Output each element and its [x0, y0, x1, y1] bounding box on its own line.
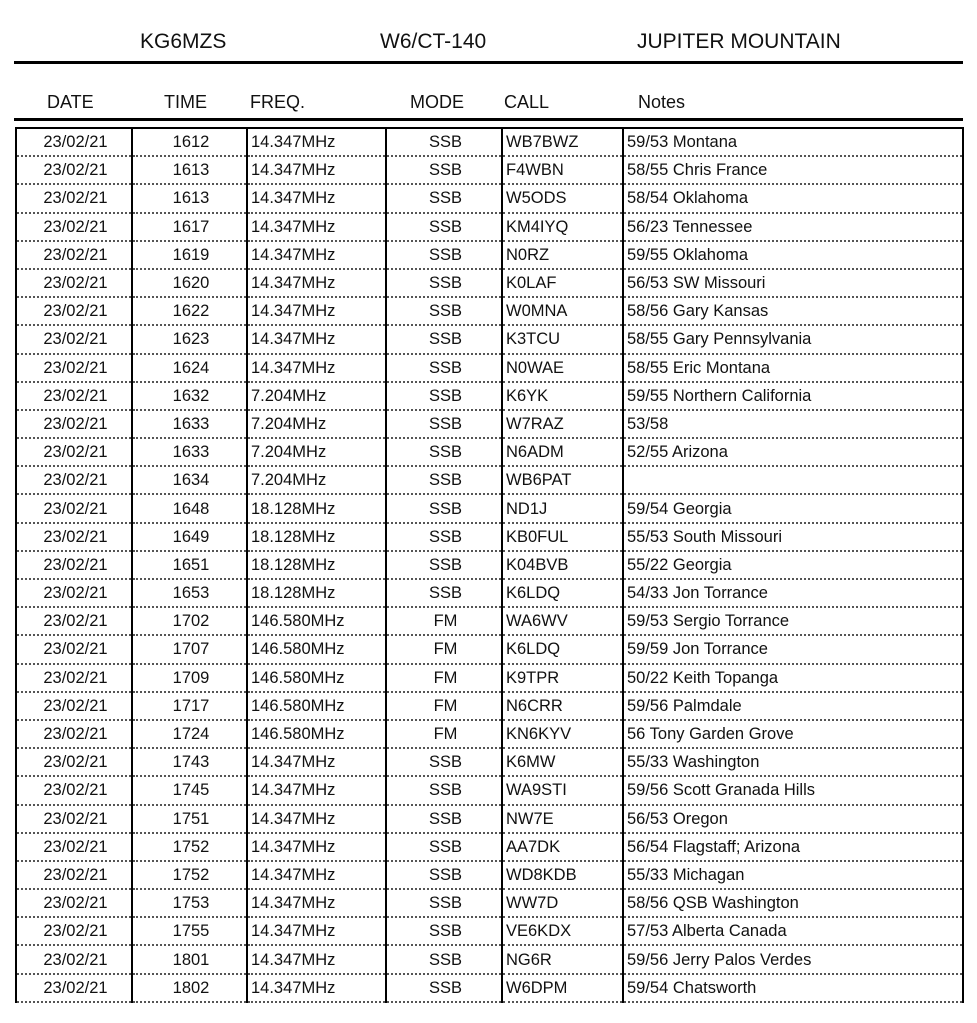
cell-notes: 59/53 Montana — [623, 128, 963, 156]
cell-mode: SSB — [386, 945, 502, 973]
cell-notes: 59/54 Georgia — [623, 494, 963, 522]
cell-time: 1622 — [132, 297, 247, 325]
cell-callsign: K9TPR — [502, 664, 623, 692]
cell-frequency: 14.347MHz — [247, 354, 386, 382]
cell-date: 23/02/21 — [16, 861, 132, 889]
table-row — [16, 438, 963, 466]
cell-frequency: 146.580MHz — [247, 607, 386, 635]
cell-callsign: WA9STI — [502, 776, 623, 804]
cell-time: 1752 — [132, 833, 247, 861]
cell-time: 1707 — [132, 635, 247, 663]
table-row — [16, 833, 963, 861]
table-row — [16, 213, 963, 241]
cell-time: 1802 — [132, 974, 247, 1002]
title-divider — [14, 61, 963, 64]
cell-mode: SSB — [386, 833, 502, 861]
operator-callsign: KG6MZS — [140, 30, 227, 53]
column-header-freq: FREQ. — [250, 92, 306, 112]
cell-mode: SSB — [386, 241, 502, 269]
cell-notes: 56/54 Flagstaff; Arizona — [623, 833, 963, 861]
cell-date: 23/02/21 — [16, 410, 132, 438]
table-row — [16, 776, 963, 804]
cell-mode: SSB — [386, 974, 502, 1002]
cell-frequency: 14.347MHz — [247, 917, 386, 945]
table-row — [16, 184, 963, 212]
cell-mode: SSB — [386, 889, 502, 917]
cell-frequency: 7.204MHz — [247, 382, 386, 410]
table-row — [16, 354, 963, 382]
table-row — [16, 466, 963, 494]
cell-time: 1717 — [132, 692, 247, 720]
cell-notes: 59/55 Oklahoma — [623, 241, 963, 269]
cell-mode: SSB — [386, 354, 502, 382]
cell-time: 1623 — [132, 325, 247, 353]
cell-notes: 52/55 Arizona — [623, 438, 963, 466]
cell-frequency: 14.347MHz — [247, 748, 386, 776]
cell-mode: SSB — [386, 551, 502, 579]
cell-callsign: NW7E — [502, 805, 623, 833]
cell-notes — [623, 466, 963, 494]
cell-date: 23/02/21 — [16, 974, 132, 1002]
cell-mode: SSB — [386, 776, 502, 804]
table-row — [16, 579, 963, 607]
cell-callsign: W7RAZ — [502, 410, 623, 438]
cell-date: 23/02/21 — [16, 354, 132, 382]
cell-date: 23/02/21 — [16, 607, 132, 635]
cell-frequency: 14.347MHz — [247, 861, 386, 889]
table-row — [16, 494, 963, 522]
cell-date: 23/02/21 — [16, 945, 132, 973]
cell-callsign: W0MNA — [502, 297, 623, 325]
cell-frequency: 14.347MHz — [247, 297, 386, 325]
column-header-notes: Notes — [638, 92, 686, 112]
cell-callsign: WB7BWZ — [502, 128, 623, 156]
cell-notes: 56/23 Tennessee — [623, 213, 963, 241]
cell-mode: SSB — [386, 156, 502, 184]
cell-mode: SSB — [386, 748, 502, 776]
cell-mode: FM — [386, 635, 502, 663]
table-row — [16, 635, 963, 663]
cell-frequency: 14.347MHz — [247, 805, 386, 833]
cell-notes: 59/56 Palmdale — [623, 692, 963, 720]
qso-log-body — [16, 128, 963, 1002]
cell-notes: 58/56 QSB Washington — [623, 889, 963, 917]
cell-notes: 59/56 Scott Granada Hills — [623, 776, 963, 804]
cell-mode: SSB — [386, 325, 502, 353]
column-header-call: CALL — [504, 92, 550, 112]
cell-frequency: 14.347MHz — [247, 776, 386, 804]
table-row — [16, 241, 963, 269]
cell-callsign: K6LDQ — [502, 579, 623, 607]
cell-date: 23/02/21 — [16, 692, 132, 720]
cell-frequency: 14.347MHz — [247, 889, 386, 917]
cell-time: 1632 — [132, 382, 247, 410]
cell-date: 23/02/21 — [16, 664, 132, 692]
cell-time: 1620 — [132, 269, 247, 297]
cell-notes: 58/55 Eric Montana — [623, 354, 963, 382]
cell-date: 23/02/21 — [16, 805, 132, 833]
cell-frequency: 18.128MHz — [247, 494, 386, 522]
cell-date: 23/02/21 — [16, 635, 132, 663]
cell-date: 23/02/21 — [16, 551, 132, 579]
summit-name: JUPITER MOUNTAIN — [637, 30, 841, 53]
log-title-row — [0, 30, 977, 60]
cell-frequency: 18.128MHz — [247, 551, 386, 579]
cell-date: 23/02/21 — [16, 776, 132, 804]
cell-callsign: WA6WV — [502, 607, 623, 635]
cell-notes: 58/55 Gary Pennsylvania — [623, 325, 963, 353]
cell-date: 23/02/21 — [16, 833, 132, 861]
cell-callsign: VE6KDX — [502, 917, 623, 945]
table-row — [16, 607, 963, 635]
cell-time: 1702 — [132, 607, 247, 635]
cell-notes: 50/22 Keith Topanga — [623, 664, 963, 692]
cell-date: 23/02/21 — [16, 213, 132, 241]
cell-mode: FM — [386, 720, 502, 748]
cell-date: 23/02/21 — [16, 579, 132, 607]
column-header-time: TIME — [164, 92, 207, 112]
cell-callsign: F4WBN — [502, 156, 623, 184]
cell-mode: SSB — [386, 466, 502, 494]
cell-callsign: N0WAE — [502, 354, 623, 382]
cell-time: 1743 — [132, 748, 247, 776]
cell-mode: SSB — [386, 297, 502, 325]
cell-time: 1617 — [132, 213, 247, 241]
cell-mode: SSB — [386, 917, 502, 945]
table-row — [16, 692, 963, 720]
cell-frequency: 7.204MHz — [247, 466, 386, 494]
cell-frequency: 146.580MHz — [247, 635, 386, 663]
cell-time: 1709 — [132, 664, 247, 692]
cell-time: 1653 — [132, 579, 247, 607]
cell-time: 1633 — [132, 438, 247, 466]
cell-mode: SSB — [386, 128, 502, 156]
cell-frequency: 14.347MHz — [247, 184, 386, 212]
cell-mode: SSB — [386, 410, 502, 438]
table-row — [16, 748, 963, 776]
cell-time: 1724 — [132, 720, 247, 748]
cell-date: 23/02/21 — [16, 241, 132, 269]
cell-callsign: KB0FUL — [502, 523, 623, 551]
cell-notes: 58/54 Oklahoma — [623, 184, 963, 212]
cell-date: 23/02/21 — [16, 889, 132, 917]
cell-time: 1751 — [132, 805, 247, 833]
cell-notes: 59/53 Sergio Torrance — [623, 607, 963, 635]
table-row — [16, 974, 963, 1002]
cell-notes: 59/59 Jon Torrance — [623, 635, 963, 663]
cell-callsign: W5ODS — [502, 184, 623, 212]
cell-time: 1619 — [132, 241, 247, 269]
cell-date: 23/02/21 — [16, 466, 132, 494]
cell-time: 1745 — [132, 776, 247, 804]
cell-callsign: WW7D — [502, 889, 623, 917]
cell-notes: 58/55 Chris France — [623, 156, 963, 184]
cell-mode: SSB — [386, 438, 502, 466]
cell-date: 23/02/21 — [16, 382, 132, 410]
cell-date: 23/02/21 — [16, 917, 132, 945]
cell-frequency: 14.347MHz — [247, 241, 386, 269]
cell-callsign: K6YK — [502, 382, 623, 410]
cell-notes: 56/53 SW Missouri — [623, 269, 963, 297]
cell-notes: 54/33 Jon Torrance — [623, 579, 963, 607]
header-divider — [14, 118, 963, 121]
cell-callsign: AA7DK — [502, 833, 623, 861]
cell-mode: SSB — [386, 861, 502, 889]
table-row — [16, 889, 963, 917]
cell-frequency: 14.347MHz — [247, 128, 386, 156]
cell-time: 1634 — [132, 466, 247, 494]
cell-time: 1612 — [132, 128, 247, 156]
cell-date: 23/02/21 — [16, 297, 132, 325]
cell-mode: FM — [386, 692, 502, 720]
table-row — [16, 664, 963, 692]
cell-notes: 55/53 South Missouri — [623, 523, 963, 551]
cell-frequency: 14.347MHz — [247, 269, 386, 297]
cell-date: 23/02/21 — [16, 720, 132, 748]
cell-time: 1613 — [132, 156, 247, 184]
table-row — [16, 128, 963, 156]
cell-notes: 57/53 Alberta Canada — [623, 917, 963, 945]
cell-date: 23/02/21 — [16, 156, 132, 184]
cell-date: 23/02/21 — [16, 269, 132, 297]
table-row — [16, 861, 963, 889]
cell-callsign: K0LAF — [502, 269, 623, 297]
column-header-mode: MODE — [410, 92, 464, 112]
cell-callsign: WB6PAT — [502, 466, 623, 494]
cell-mode: SSB — [386, 805, 502, 833]
cell-time: 1613 — [132, 184, 247, 212]
cell-frequency: 7.204MHz — [247, 410, 386, 438]
table-row — [16, 805, 963, 833]
table-row — [16, 720, 963, 748]
cell-mode: SSB — [386, 382, 502, 410]
cell-time: 1651 — [132, 551, 247, 579]
cell-callsign: K6MW — [502, 748, 623, 776]
cell-callsign: N0RZ — [502, 241, 623, 269]
cell-mode: FM — [386, 607, 502, 635]
table-row — [16, 297, 963, 325]
cell-notes: 56 Tony Garden Grove — [623, 720, 963, 748]
cell-frequency: 14.347MHz — [247, 325, 386, 353]
cell-time: 1648 — [132, 494, 247, 522]
cell-frequency: 18.128MHz — [247, 523, 386, 551]
column-header-date: DATE — [47, 92, 94, 112]
cell-time: 1624 — [132, 354, 247, 382]
table-row — [16, 156, 963, 184]
cell-mode: SSB — [386, 579, 502, 607]
cell-notes: 58/56 Gary Kansas — [623, 297, 963, 325]
cell-callsign: W6DPM — [502, 974, 623, 1002]
cell-time: 1633 — [132, 410, 247, 438]
cell-notes: 59/55 Northern California — [623, 382, 963, 410]
cell-callsign: NG6R — [502, 945, 623, 973]
cell-callsign: KN6KYV — [502, 720, 623, 748]
table-row — [16, 410, 963, 438]
cell-frequency: 14.347MHz — [247, 156, 386, 184]
cell-frequency: 14.347MHz — [247, 945, 386, 973]
cell-mode: SSB — [386, 213, 502, 241]
cell-frequency: 146.580MHz — [247, 692, 386, 720]
cell-mode: SSB — [386, 523, 502, 551]
cell-date: 23/02/21 — [16, 438, 132, 466]
cell-callsign: N6ADM — [502, 438, 623, 466]
cell-time: 1753 — [132, 889, 247, 917]
cell-notes: 59/56 Jerry Palos Verdes — [623, 945, 963, 973]
cell-notes: 53/58 — [623, 410, 963, 438]
cell-notes: 59/54 Chatsworth — [623, 974, 963, 1002]
table-row — [16, 523, 963, 551]
table-row — [16, 551, 963, 579]
cell-frequency: 146.580MHz — [247, 720, 386, 748]
cell-time: 1752 — [132, 861, 247, 889]
cell-notes: 56/53 Oregon — [623, 805, 963, 833]
cell-date: 23/02/21 — [16, 494, 132, 522]
qso-log-table — [15, 127, 964, 1003]
cell-date: 23/02/21 — [16, 325, 132, 353]
summit-reference: W6/CT-140 — [380, 30, 487, 53]
cell-callsign: K3TCU — [502, 325, 623, 353]
cell-date: 23/02/21 — [16, 184, 132, 212]
cell-callsign: K04BVB — [502, 551, 623, 579]
cell-callsign: N6CRR — [502, 692, 623, 720]
cell-time: 1755 — [132, 917, 247, 945]
cell-notes: 55/33 Michagan — [623, 861, 963, 889]
cell-callsign: ND1J — [502, 494, 623, 522]
table-row — [16, 325, 963, 353]
cell-mode: SSB — [386, 494, 502, 522]
cell-mode: SSB — [386, 269, 502, 297]
table-row — [16, 382, 963, 410]
cell-mode: FM — [386, 664, 502, 692]
cell-callsign: WD8KDB — [502, 861, 623, 889]
table-row — [16, 269, 963, 297]
cell-notes: 55/22 Georgia — [623, 551, 963, 579]
cell-mode: SSB — [386, 184, 502, 212]
cell-frequency: 14.347MHz — [247, 213, 386, 241]
cell-callsign: K6LDQ — [502, 635, 623, 663]
cell-date: 23/02/21 — [16, 128, 132, 156]
cell-date: 23/02/21 — [16, 523, 132, 551]
cell-notes: 55/33 Washington — [623, 748, 963, 776]
cell-frequency: 146.580MHz — [247, 664, 386, 692]
cell-date: 23/02/21 — [16, 748, 132, 776]
cell-frequency: 7.204MHz — [247, 438, 386, 466]
table-row — [16, 917, 963, 945]
cell-time: 1649 — [132, 523, 247, 551]
cell-callsign: KM4IYQ — [502, 213, 623, 241]
cell-frequency: 14.347MHz — [247, 974, 386, 1002]
column-headers — [0, 92, 977, 116]
cell-frequency: 14.347MHz — [247, 833, 386, 861]
cell-time: 1801 — [132, 945, 247, 973]
table-row — [16, 945, 963, 973]
cell-frequency: 18.128MHz — [247, 579, 386, 607]
